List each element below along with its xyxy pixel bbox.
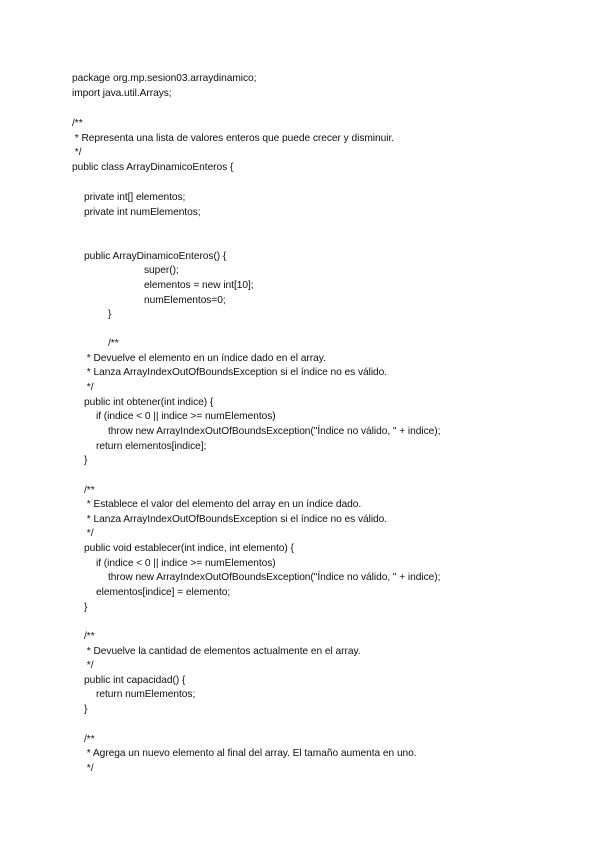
- code-line: public class ArrayDinamicoEnteros {: [72, 162, 234, 173]
- code-line: * Representa una lista de valores enteros que puede crecer y disminuir.: [72, 133, 395, 144]
- code-line: numElementos=0;: [144, 295, 226, 306]
- code-line: elementos = new int[10];: [144, 280, 254, 291]
- code-line: }: [84, 602, 88, 613]
- code-line: private int[] elementos;: [84, 192, 186, 203]
- code-line: private int numElementos;: [84, 207, 201, 218]
- code-line: throw new ArrayIndexOutOfBoundsException("Índice no válido, " + indice);: [108, 426, 441, 437]
- code-line: public void establecer(int indice, int elemento) {: [84, 543, 294, 554]
- code-line: return elementos[indice];: [96, 441, 207, 452]
- code-line: /**: [108, 338, 119, 349]
- code-line: */: [72, 147, 82, 158]
- code-line: package org.mp.sesion03.arraydinamico;: [72, 73, 257, 84]
- code-line: * Agrega un nuevo elemento al final del array. El tamaño aumenta en uno.: [84, 748, 417, 759]
- code-line: */: [84, 763, 94, 774]
- code-line: public int obtener(int indice) {: [84, 397, 214, 408]
- code-line: throw new ArrayIndexOutOfBoundsException("Índice no válido, " + indice);: [108, 572, 441, 583]
- code-line: /**: [84, 485, 95, 496]
- code-line: return numElementos;: [96, 689, 196, 700]
- code-line: /**: [84, 631, 95, 642]
- code-line: elementos[indice] = elemento;: [96, 587, 231, 598]
- code-line: /**: [84, 734, 95, 745]
- code-line: * Lanza ArrayIndexOutOfBoundsException si el índice no es válido.: [84, 514, 388, 525]
- code-line: if (indice < 0 || indice >= numElementos): [96, 558, 276, 569]
- code-line: public ArrayDinamicoEnteros() {: [84, 251, 227, 262]
- code-line: * Establece el valor del elemento del array en un índice dado.: [84, 499, 362, 510]
- code-line: */: [84, 528, 94, 539]
- code-line: super();: [144, 265, 179, 276]
- code-line: }: [108, 309, 112, 320]
- code-line: import java.util.Arrays;: [72, 88, 172, 99]
- code-line: if (indice < 0 || indice >= numElementos): [96, 411, 276, 422]
- code-line: * Devuelve la cantidad de elementos actualmente en el array.: [84, 646, 361, 657]
- code-line: public int capacidad() {: [84, 675, 186, 686]
- code-line: /**: [72, 118, 83, 129]
- code-line: * Devuelve el elemento en un índice dado en el array.: [84, 353, 326, 364]
- code-line: */: [84, 660, 94, 671]
- code-line: */: [84, 382, 94, 393]
- code-line: }: [84, 455, 88, 466]
- code-line: * Lanza ArrayIndexOutOfBoundsException si el índice no es válido.: [84, 367, 388, 378]
- code-line: }: [84, 704, 88, 715]
